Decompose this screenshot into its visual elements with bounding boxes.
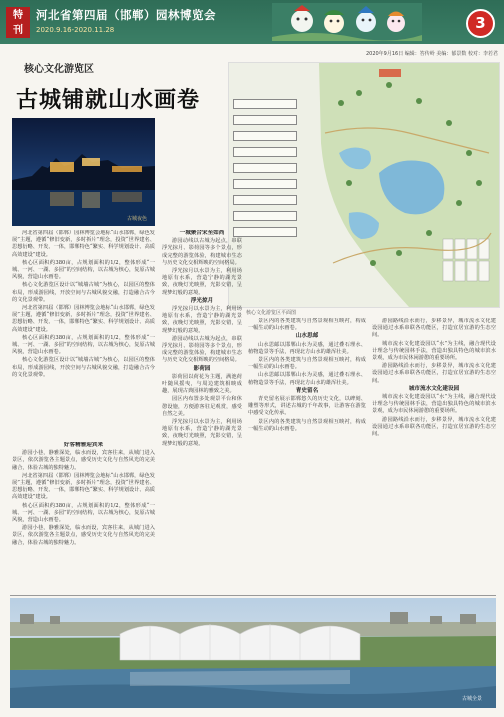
paragraph: 园区内布置多处观景平台和休憩设施，方便游客驻足观赏，感受自然之美。 [162,396,242,417]
article-headline: 古城铺就山水画卷 [16,88,201,113]
paragraph: 核心区面积约380亩，占规划面积的1/2，整体形成“一城、一河、一湖、多园”的空间结构，以古城为核心，复原古城风貌，营造山水画卷。 [12,502,155,524]
paragraph: 景区内的各类建筑与自然景观相互映衬，构成一幅生动的山水画卷。 [248,418,366,432]
paragraph: 游园小巷，静雅深处，临水而设，宾客往来，从城门进入景区，依次游览各主题景点，感受历史文化与自然风光的完美融合，体验古城的独特魅力。 [12,450,155,471]
site-plan-map [228,62,500,308]
paragraph: 山水思邮以邯郸山水为灵感，通过叠石理水、植物造景等手法，再现北方山水的雄浑壮美。 [248,372,366,386]
masthead-dates: 2020.9.16-2020.11.28 [36,26,115,34]
paragraph: 河北省第四届（邯郸）园林博览会地标“山水邯郸，绿色发展”主题，遵循“修旧变新，多时拆片”理念，投资“世界建名、思想衍略、开发、一体，邯郸特色“繁实、科学规划设计、高质高效建设”建设。 [12,305,155,333]
paragraph: 浮光掠月以水景为主，利用场地原有水系，营造宁静的湖光景致，夜晚灯光映照，光影交错，呈现梦幻般的意境。 [162,268,242,296]
divider [10,595,496,596]
paragraph: 景区内的各类建筑与自然景观相互映衬，构成一幅生动的山水画卷。 [248,357,366,371]
section-subhead: 青史留名 [295,387,319,394]
masthead [0,0,504,44]
paragraph: 城市流水文化建设园以“水”为主线，融合现代设计理念与传统园林手法，营造出独具特色的城市滨水景观，成为市民休闲游憩的重要场所。 [372,340,496,362]
article-column-2 [162,230,242,592]
legend-item [233,179,297,189]
paragraph: 游园路线沿水而行，步移景异，城市流水文化建设园通过水系串联各功能区，打造宜居宜游的生态空间。 [372,363,496,384]
page-number-badge: 3 [466,9,495,38]
section-subhead: 一城聚合宋至如尚 [179,230,225,236]
aerial-photo-image [10,598,496,708]
paragraph: 游园动线以古城为起点，串联浮光掠月、影荷园等多个景点，形成完整的游览体验，构建城市生态与历史文化交相辉映的空间格局。 [162,335,242,364]
paragraph: 河北省第四届（邯郸）园林博览会地标“山水邯郸，绿色发展”主题，遵循“修旧变新，多时拆片”理念，投资“世界建名、思想衍略、开发、一体，邯郸特色“繁实、科学规划设计、高质高效建设”建设。 [12,472,155,501]
aerial-photo [10,598,496,708]
paragraph: 影荷园以荷花为主题，满池荷叶随风摇曳，与周边建筑相映成趣，展现古典园林的雅致之美。 [162,373,242,395]
section-subhead: 好客精雅迎宾来 [63,442,104,448]
section-tag [6,7,30,38]
legend-item [233,195,297,205]
masthead-title: 河北省第四届（邯郸）园林博览会 [36,8,216,22]
section-subhead: 城市流水文化建设园 [408,385,460,392]
section-subhead: 影荷园 [193,365,211,372]
paragraph: 游园路线沿水而行，步移景异，城市流水文化建设园通过水系串联各功能区，打造宜居宜游的生态空间。 [372,318,496,339]
legend-item [233,131,297,141]
article-column-4 [372,318,496,592]
paragraph: 浮光掠月以水景为主，利用场地原有水系，营造宁静的湖光景致，夜晚灯光映照，光影交错，呈现梦幻般的意境。 [162,419,242,447]
paragraph: 河北省第四届（邯郸）园林博览会地标“山水邯郸，绿色发展”主题，遵循“修旧变新，多时拆片”理念，投资“世界建名、思想衍略、开发、一体，邯郸特色“繁实、科学规划设计、高质高效建设”建设。 [12,230,155,258]
night-photo [12,118,155,226]
legend-item [233,163,297,173]
paragraph: 浮光掠月以水景为主，利用场地原有水系，营造宁静的湖光景致，夜晚灯光映照，光影交错，呈现梦幻般的意境。 [162,306,242,334]
paragraph: 景区内的各类建筑与自然景观相互映衬，构成一幅生动的山水画卷。 [248,318,366,332]
night-photo-caption: 古城夜色 [126,216,147,222]
night-photo-image [12,118,155,226]
legend-item [233,211,297,221]
paragraph: 山水思邮以邯郸山水为灵感，通过叠石理水、植物造景等手法，再现北方山水的雄浑壮美。 [248,341,366,355]
paragraph: 核心区面积约380亩，占规划面积的1/2，整体形成“一城、一河、一湖、多园”的空间结构，以古城为核心，复原古城风貌，营造山水画卷。 [12,334,155,356]
article-column-3 [248,318,366,592]
paragraph: 核心区面积约380亩，占规划面积的1/2，整体形成“一城、一河、一湖、多园”的空间结构，以古城为核心，复原古城风貌，营造山水画卷。 [12,259,155,281]
paragraph: 城市流水文化建设园以“水”为主线，融合现代设计理念与传统园林手法，营造出独具特色的城市滨水景观，成为市民休闲游憩的重要场所。 [372,394,496,415]
article-column-1 [12,230,155,440]
legend-item [233,227,297,237]
paragraph: 游园小巷，静雅深处，临水而设，宾客往来，从城门进入景区，依次游览各主题景点，感受历史文化与自然风光的完美融合，体验古城的独特魅力。 [12,525,155,546]
aerial-photo-caption: 古城全景 [461,696,482,702]
legend-item [233,115,297,125]
article-kicker: 核心文化游览区 [24,64,94,75]
legend-item [233,147,297,157]
section-subhead: 山水思邮 [295,333,319,340]
legend-item [233,99,297,109]
section-tag-text: 特刊 [13,10,23,36]
map-legend [233,99,297,243]
article-column-1b [12,442,155,592]
map-caption: 核心文化游览区平面图 [246,310,297,316]
paragraph: 游园动线以古城为起点，串联浮光掠月、影荷园等多个景点，形成完整的游览体验，构建城市生态与历史文化交相辉映的空间格局。 [162,238,242,266]
publication-meta: 2020年9月16日 编辑：答传岭 美编：郁景数 校对：李若君 [365,51,498,57]
section-subhead: 浮光掠月 [190,297,214,304]
paragraph: 游园路线沿水而行，步移景异，城市流水文化建设园通过水系串联各功能区，打造宜居宜游的生态空间。 [372,416,496,438]
paragraph: 核心文化游览区设计以“城墙古城”为核心，以园区的整体布局，形成游园线，开放空间与古城风貌交融，打造融合古今的文化景观带。 [12,357,155,378]
paragraph: 核心文化游览区设计以“城墙古城”为核心，以园区的整体布局，形成游园线，开放空间与古城风貌交融，打造融合古今的文化景观带。 [12,282,155,303]
mascot-illustration [272,3,422,41]
paragraph: 青史留名展示邯郸悠久的历史文化，以碑刻、雕塑等形式，讲述古城的千年故事，让游客在游览中感受文化传承。 [248,396,366,417]
